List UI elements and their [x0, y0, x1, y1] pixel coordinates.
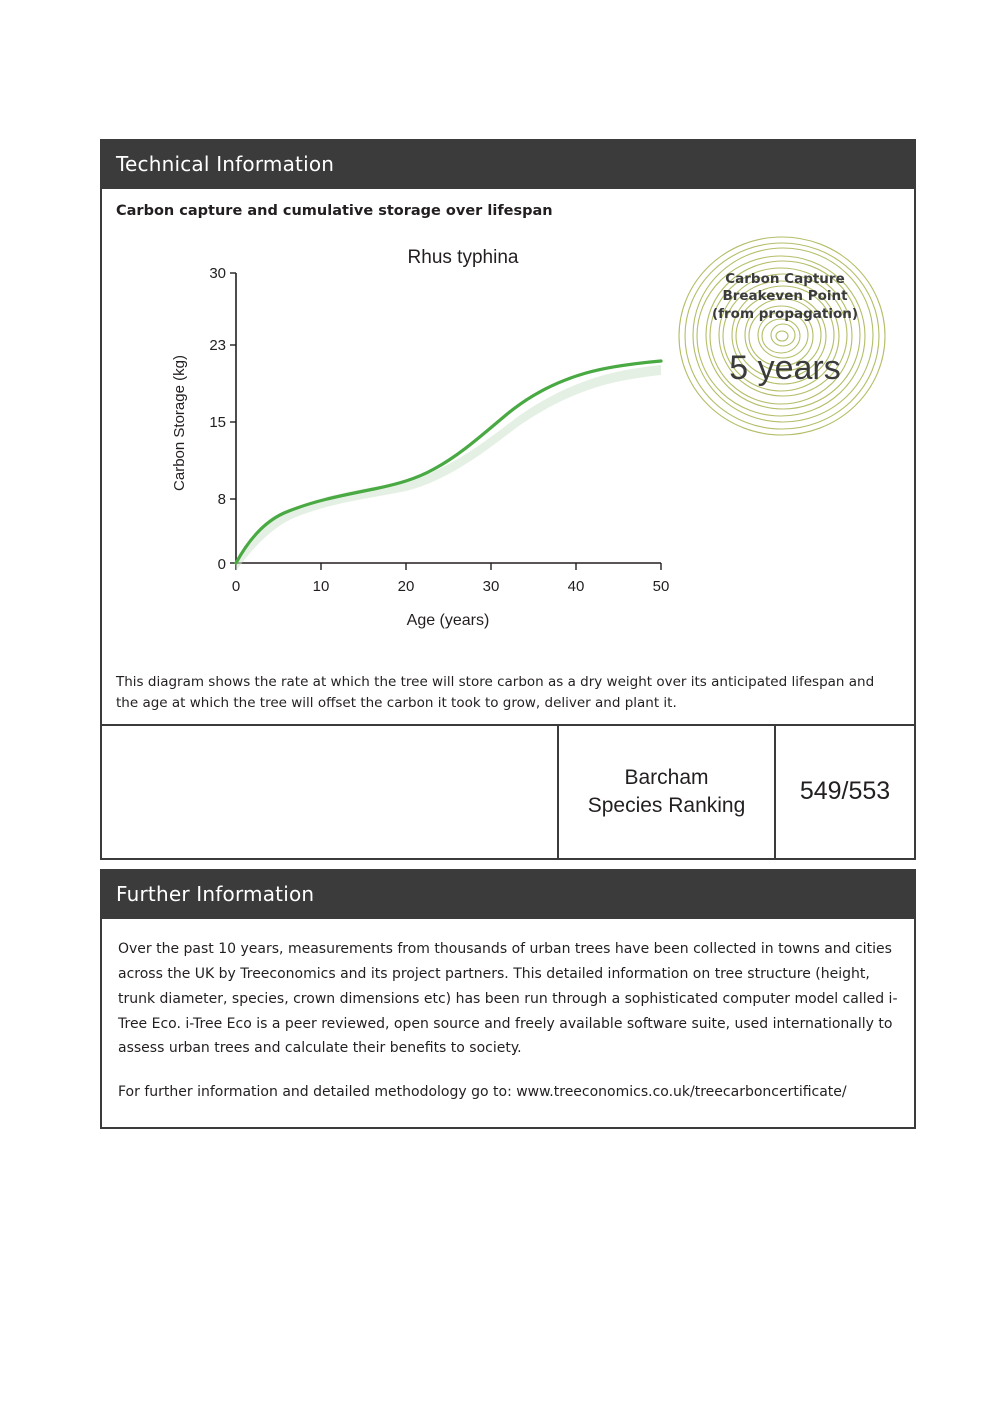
y-tick-15: 15	[209, 414, 226, 431]
chart-line-carbon-storage	[236, 361, 661, 563]
chart-panel-title: Carbon capture and cumulative storage over lifespan	[116, 203, 553, 219]
breakeven-value: 5 years	[729, 349, 841, 387]
breakeven-roundel	[678, 229, 892, 443]
carbon-storage-line-chart	[116, 263, 776, 663]
chart-confidence-band	[236, 365, 661, 571]
y-tick-8: 8	[217, 491, 226, 508]
breakeven-line-1: Carbon Capture	[725, 271, 845, 287]
technical-information-panel	[100, 189, 916, 726]
y-tick-30: 30	[209, 265, 226, 282]
chart-title-species: Rhus typhina	[407, 247, 519, 268]
further-information-body	[100, 919, 916, 1129]
x-axis-label: Age (years)	[406, 612, 490, 629]
y-tick-23: 23	[209, 337, 226, 354]
breakeven-line-3: (from propagation)	[711, 305, 859, 322]
technical-information-header: Technical Information	[100, 139, 916, 189]
x-tick-30: 30	[482, 578, 500, 595]
x-tick-20: 20	[397, 578, 415, 595]
chart-caption: This diagram shows the rate at which the tree will store carbon as a dry weight over its anticipated lifespan and the age at which the tree will offset the carbon it took to grow, deliver and plant it.	[116, 674, 875, 711]
y-axis-label: Carbon Storage (kg)	[171, 355, 188, 491]
breakeven-caption	[678, 271, 892, 323]
ranking-label	[557, 726, 776, 858]
further-information-header: Further Information	[100, 869, 916, 919]
carbon-chart	[116, 223, 900, 668]
certificate-page	[100, 139, 916, 1129]
ranking-blank-cell	[102, 726, 557, 858]
breakeven-line-2: Breakeven Point	[722, 288, 848, 305]
tree-rings-icon	[678, 229, 892, 443]
x-tick-10: 10	[312, 578, 330, 595]
ranking-label-line2: Species Ranking	[587, 793, 746, 817]
further-paragraph-1: Over the past 10 years, measurements from thousands of urban trees have been collected in towns and cities across the UK by Treeconomics and its project partners. This detailed information on tree structure (height, trunk diameter, species, crown dimensions etc) has been run through a sophisticated computer model called i-Tree Eco. i-Tree Eco is a peer reviewed, open source and freely available software suite, used internationally to assess urban trees and calculate their benefits to society.	[118, 940, 898, 1057]
ranking-label-line1: Barcham	[624, 765, 709, 789]
species-ranking-strip	[100, 726, 916, 860]
x-tick-0: 0	[231, 578, 241, 595]
x-tick-50: 50	[652, 578, 670, 595]
x-tick-40: 40	[567, 578, 585, 595]
further-paragraph-2: For further information and detailed methodology go to: www.treeconomics.co.uk/treecarboncertificate/	[118, 1084, 847, 1101]
y-tick-0: 0	[217, 556, 226, 573]
ranking-value: 549/553	[799, 777, 891, 806]
